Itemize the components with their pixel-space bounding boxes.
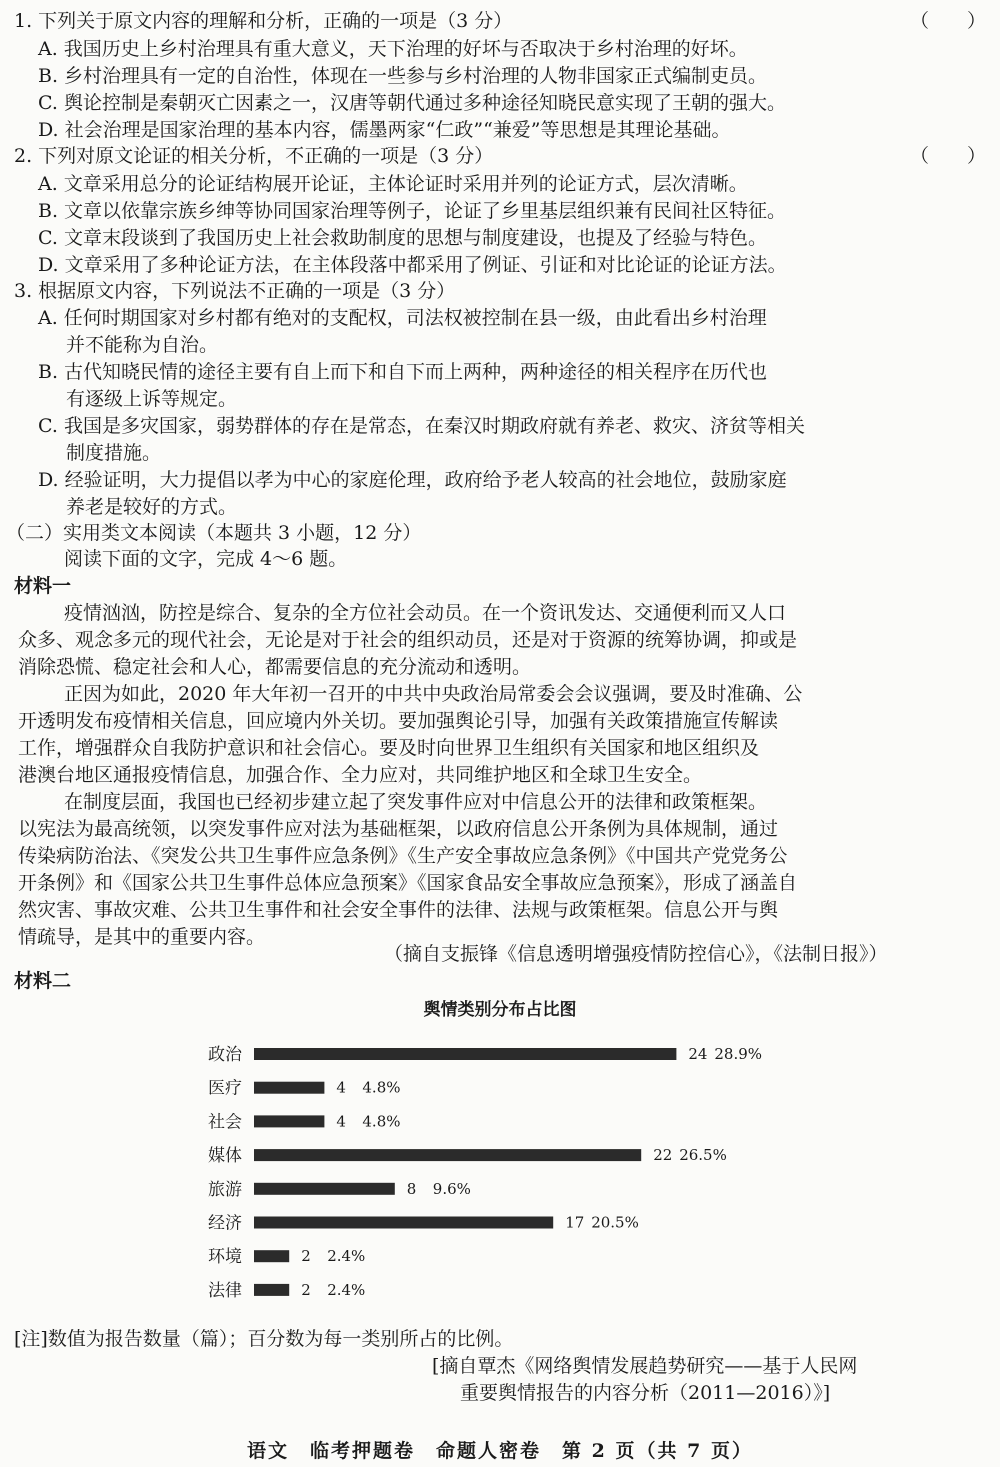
q2-option-b: B. 文章以依靠宗族乡绅等协同国家治理等例子，论证了乡里基层组织兼有民间社区特征。 (38, 200, 787, 222)
q3-option-c-cont: 制度措施。 (66, 442, 162, 464)
material1-line: 正因为如此，2020 年大年初一召开的中共中央政治局常委会会议强调，要及时准确、公 (64, 683, 803, 705)
section2-instruction: 阅读下面的文字，完成 4～6 题。 (64, 548, 348, 570)
material1-line: 开透明发布疫情相关信息，回应境内外关切。要加强舆论引导，加强有关政策措施宣传解读 (18, 710, 779, 732)
q2-option-c: C. 文章末段谈到了我国历史上社会救助制度的思想与制度建设，也提及了经验与特色。 (38, 227, 767, 249)
value-label: 22 (653, 1146, 673, 1165)
material1-line: 众多、观念多元的现代社会，无论是对于社会的组织动员，还是对于资源的统筹协调，抑或是 (18, 629, 798, 651)
material1-line: 疫情汹汹，防控是综合、复杂的全方位社会动员。在一个资讯发达、交通便利而又人口 (64, 602, 787, 624)
q3-option-a: A. 任何时期国家对乡村都有绝对的支配权，司法权被控制在县一级，由此看出乡村治理 (38, 307, 767, 329)
value-label: 17 (565, 1213, 585, 1232)
material1-label: 材料一 (14, 575, 72, 597)
category-label: 法律 (208, 1280, 242, 1301)
material1-line: 传染病防治法、《突发公共卫生事件应急条例》《生产安全事故应急条例》《中国共产党党务公 (18, 845, 788, 867)
material1-line: 以宪法为最高统领，以突发事件应对法为基础框架，以政府信息公开条例为具体规制，通过 (18, 818, 779, 840)
bar (254, 1284, 289, 1296)
percent-label: 26.5% (679, 1146, 727, 1165)
page-footer: 语文 临考押题卷 命题人密卷 第 2 页（共 7 页） (247, 1440, 753, 1462)
value-label: 4 (336, 1112, 346, 1131)
category-label: 社会 (208, 1112, 242, 1133)
q1-answer-paren: （ ） (910, 10, 987, 32)
category-label: 经济 (208, 1213, 242, 1234)
material1-line: 港澳台地区通报疫情信息，加强合作、全力应对，共同维护地区和全球卫生安全。 (18, 764, 703, 786)
bar (254, 1048, 676, 1060)
percent-label: 2.4% (327, 1280, 366, 1299)
value-label: 8 (406, 1179, 417, 1198)
q2-option-a: A. 文章采用总分的论证结构展开论证，主体论证时采用并列的论证方式，层次清晰。 (38, 173, 748, 195)
q2-option-d: D. 文章采用了多种论证方法，在主体段落中都采用了例证、引证和对比论证的论证方法。 (38, 254, 787, 276)
q1-option-a: A. 我国历史上乡村治理具有重大意义，天下治理的好坏与否取决于乡村治理的好坏。 (38, 38, 748, 60)
q1-stem: 1. 下列关于原文内容的理解和分析，正确的一项是（3 分） (14, 10, 513, 32)
material1-line: 在制度层面，我国也已经初步建立起了突发事件应对中信息公开的法律和政策框架。 (64, 791, 768, 813)
material2-source-line2: 重要舆情报告的内容分析（2011—2016）》] (460, 1382, 831, 1404)
q3-option-d-cont: 养老是较好的方式。 (66, 496, 238, 518)
bar (254, 1250, 289, 1262)
percent-label: 4.8% (362, 1078, 401, 1097)
category-label: 医疗 (208, 1078, 242, 1099)
material2-label: 材料二 (14, 970, 72, 992)
category-label: 政治 (208, 1045, 242, 1065)
material1-line: 开条例》和《国家公共卫生事件总体应急预案》《国家食品安全事故应急预案》，形成了涵盖自 (18, 872, 798, 894)
bar (254, 1149, 641, 1161)
percent-label: 28.9% (714, 1045, 763, 1063)
q2-answer-paren: （ ） (910, 145, 987, 167)
material1-line: 然灾害、事故灾难、公共卫生事件和社会安全事件的法律、法规与政策框架。信息公开与舆 (18, 899, 779, 921)
chart-title: 舆情类别分布占比图 (423, 1000, 577, 1020)
value-label: 4 (336, 1078, 346, 1097)
percent-label: 4.8% (362, 1112, 401, 1131)
bar (254, 1217, 553, 1229)
bar (254, 1115, 324, 1127)
percent-label: 9.6% (432, 1179, 471, 1198)
material1-line: 工作，增强群众自我防护意识和社会信心。要及时向世界卫生组织有关国家和地区组织及 (18, 737, 760, 759)
value-label: 24 (688, 1045, 708, 1063)
material1-line: 情疏导，是其中的重要内容。 (18, 926, 266, 948)
q3-option-a-cont: 并不能称为自治。 (66, 334, 219, 356)
q3-option-b: B. 古代知晓民情的途径主要有自上而下和自下而上两种，两种途径的相关程序在历代也 (38, 361, 768, 383)
category-label: 媒体 (208, 1146, 242, 1167)
q1-option-d: D. 社会治理是国家治理的基本内容，儒墨两家“仁政”“兼爱”等思想是其理论基础。 (38, 119, 731, 141)
q3-option-c: C. 我国是多灾国家，弱势群体的存在是常态，在秦汉时期政府就有养老、救灾、济贫等相关 (38, 415, 805, 437)
material2-source-line1: [摘自覃杰《网络舆情发展趋势研究——基于人民网 (432, 1355, 858, 1377)
bar (254, 1082, 324, 1094)
chart-note: [注]数值为报告数量（篇）；百分数为每一类别所占的比例。 (14, 1328, 514, 1350)
category-label: 旅游 (208, 1179, 242, 1200)
percent-label: 2.4% (327, 1247, 366, 1266)
value-label: 2 (301, 1280, 311, 1299)
bar (254, 1183, 395, 1195)
q3-option-b-cont: 有逐级上诉等规定。 (66, 388, 238, 410)
category-label: 环境 (208, 1247, 242, 1268)
value-label: 2 (301, 1247, 311, 1266)
bar-chart (0, 1030, 1000, 1330)
q2-stem: 2. 下列对原文论证的相关分析，不正确的一项是（3 分） (14, 145, 494, 167)
material1-line: 消除恐慌、稳定社会和人心，都需要信息的充分流动和透明。 (18, 656, 532, 678)
q1-option-b: B. 乡村治理具有一定的自治性，体现在一些参与乡村治理的人物非国家正式编制吏员。 (38, 65, 768, 87)
q3-stem: 3. 根据原文内容，下列说法不正确的一项是（3 分） (14, 280, 456, 302)
material1-source: （摘自支振锋《信息透明增强疫情防控信心》，《法制日报》） (384, 943, 888, 965)
section2-heading: （二）实用类文本阅读（本题共 3 小题，12 分） (6, 522, 422, 544)
percent-label: 20.5% (591, 1213, 639, 1232)
q1-option-c: C. 舆论控制是秦朝灭亡因素之一，汉唐等朝代通过多种途径知晓民意实现了王朝的强大。 (38, 92, 786, 114)
q3-option-d: D. 经验证明，大力提倡以孝为中心的家庭伦理，政府给予老人较高的社会地位，鼓励家庭 (38, 469, 787, 491)
